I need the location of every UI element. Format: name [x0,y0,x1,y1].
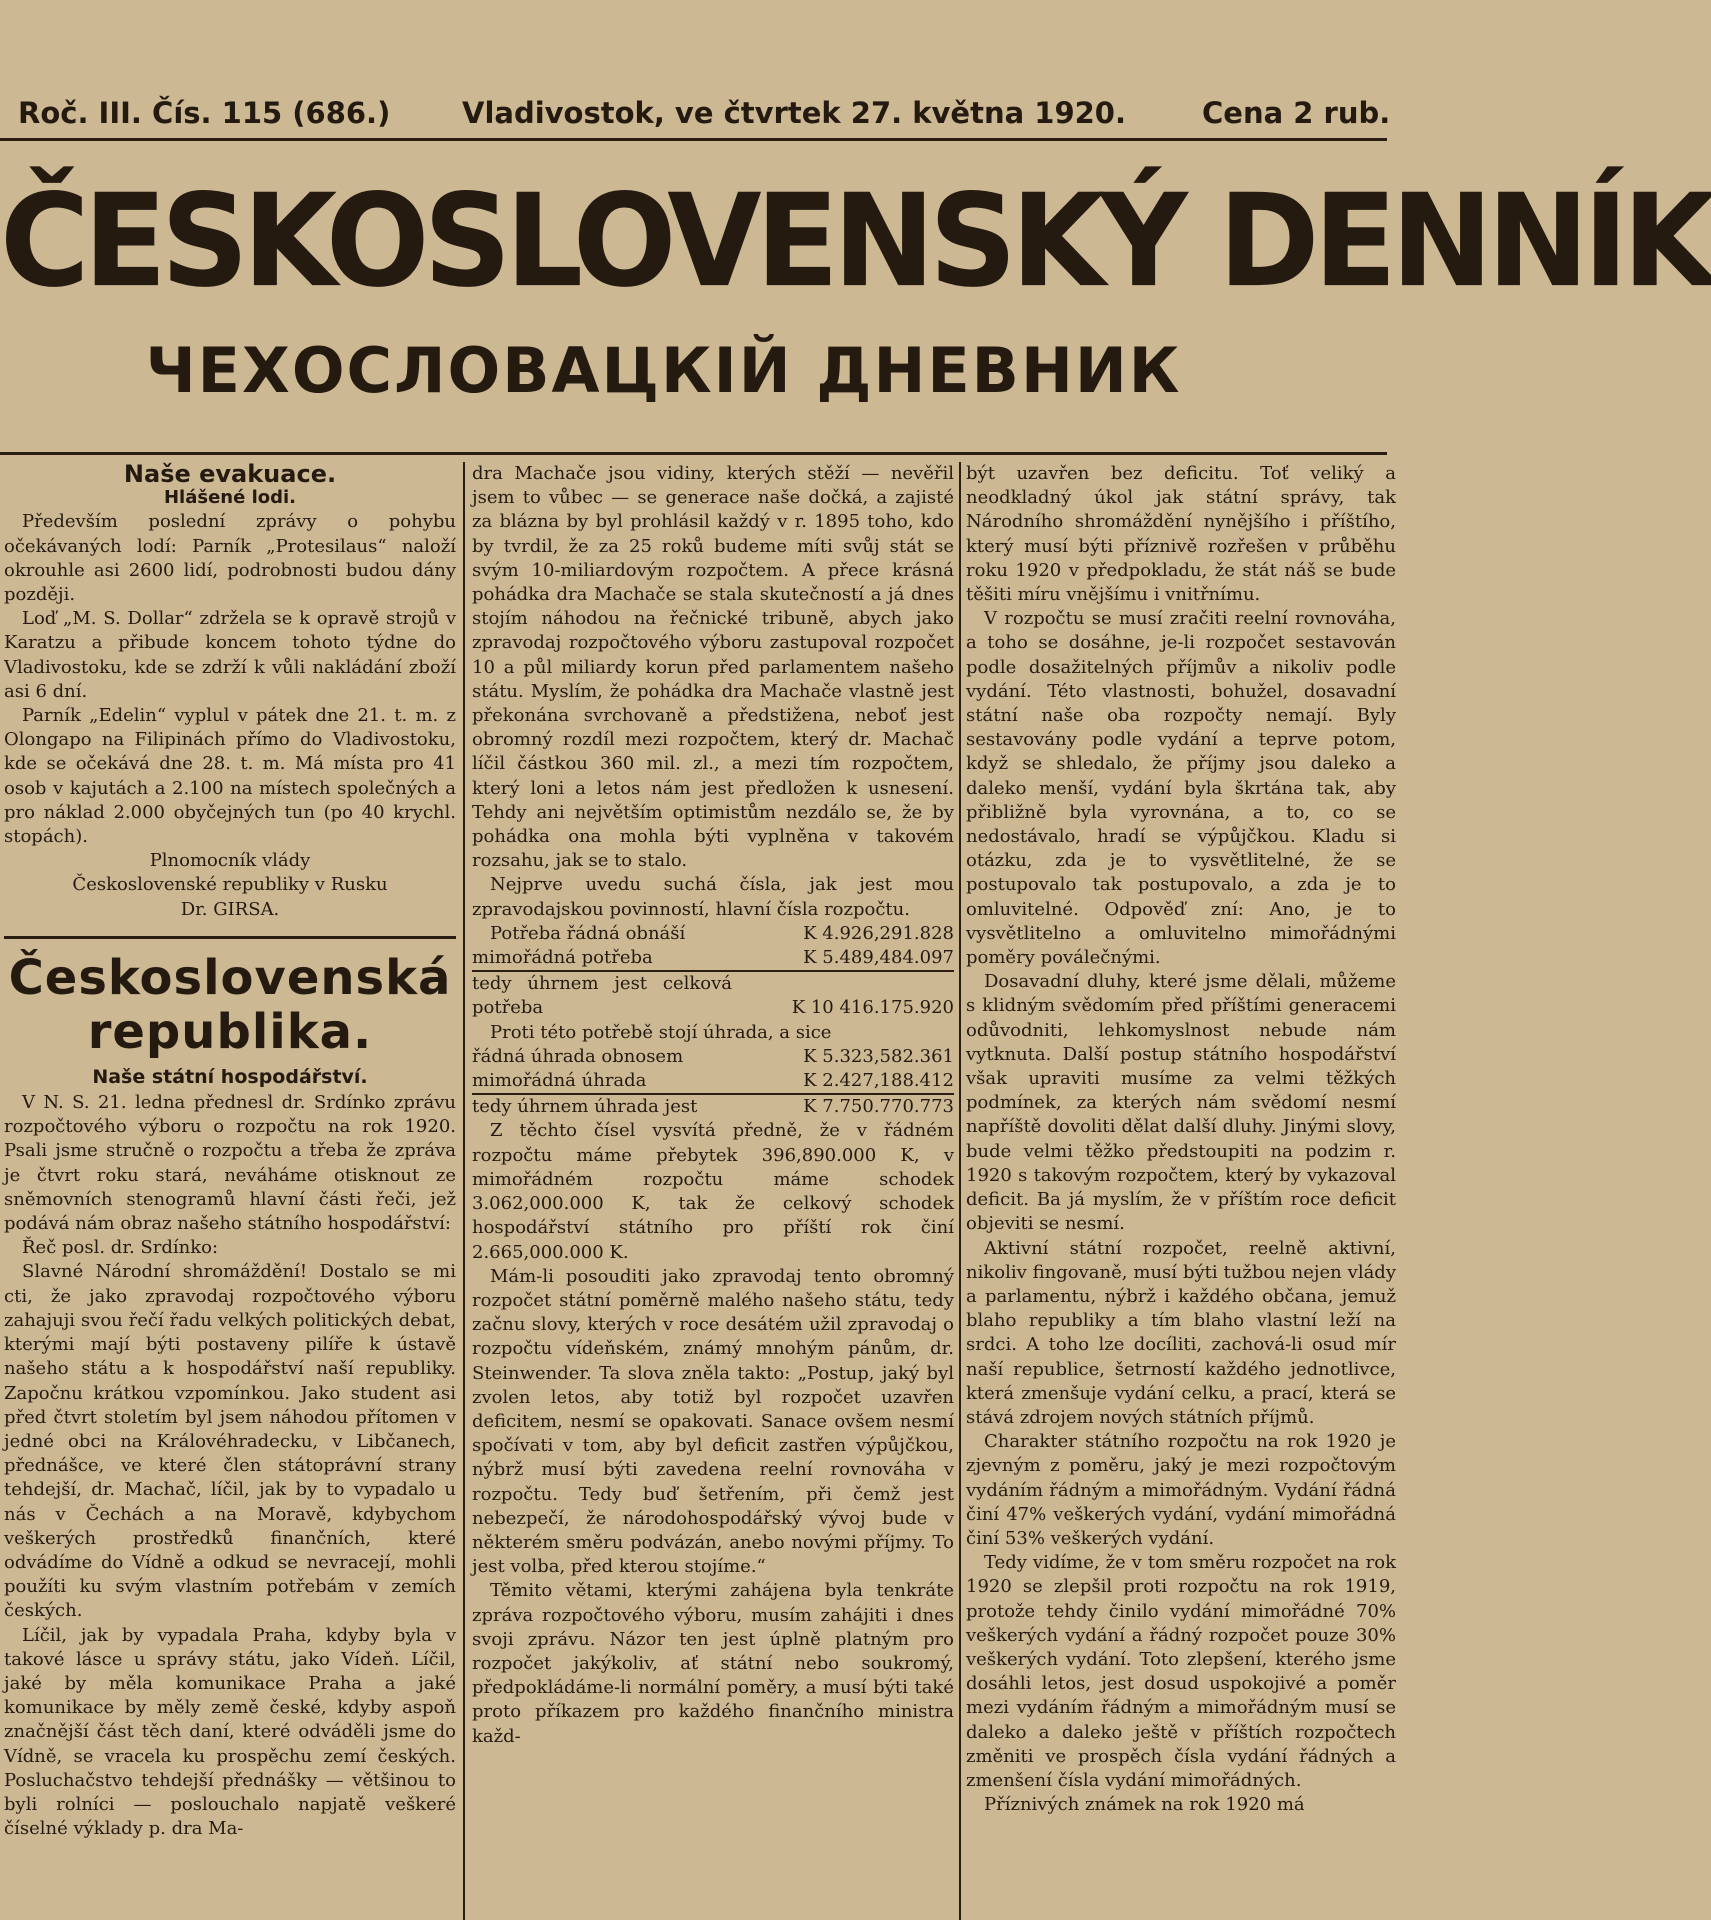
budget-row-label: mimořádná úhrada [472,1070,647,1092]
article-paragraph: V N. S. 21. ledna přednesl dr. Srdínko zprávu rozpočtového výboru o rozpočtu na rok 1920. Psali jsme stručně o rozpočtu a třeba že zpráva je čtvrt roku stará, neváháme otisknout ze sněmovních stenogramů hlavní části řeči, jež podává nám obraz našeho státního hospodářství: [4,1092,456,1235]
budget-row-label: mimořádná potřeba [472,947,653,969]
evacuation-headline: Naše evakuace. [123,460,337,488]
article-paragraph: dra Machače jsou vidiny, kterých stěží — nevěřil jsem to vůbec — se generace naše dočká, a zajisté za blázna by byl prohlásil každý v r. 1895 toho, kdo by tvrdil, že za 25 roků budeme míti svůj stát se svým 10-miliardovým rozpočtem. A přece krásná pohádka dra Machače se stala skutečností a já dnes stojím náhodou na řečnické tribuně, abych jako zpravodaj rozpočtového výboru zastupoval rozpočet 10 a půl miliardy korun před parlamentem našeho státu. Myslím, že pohádka dra Machače vlastně jest překonána svrchovaně a předstižena, neboť jest obromný rozdíl mezi rozpočtem, který dr. Machač líčil částkou 360 mil. zl., a mezi tím rozpočtem, který loni a letos nám jest předložen k usnesení. Tehdy ani největším optimistům nezdálo se, že by pohádka ona mohla býti vyplněna v takovém rozsahu, jak se to stalo. [472,463,954,872]
top-rule [0,138,1387,141]
budget-row [472,946,954,972]
budget-row-label: tedy úhrnem jest celková potřeba [472,973,732,1019]
issue-number: Roč. III. Čís. 115 (686.) [18,96,391,130]
article-paragraph: Řeč posl. dr. Srdínko: [22,1237,219,1259]
issue-date: Vladivostok, ve čtvrtek 27. května 1920. [462,96,1126,130]
evacuation-paragraph: Především poslední zprávy o pohybu očekávaných lodí: Parník „Protesilaus“ naloží okrouhle asi 2600 lidí, podrobnosti budou dány později. [4,511,456,606]
column-divider-1 [463,462,465,1920]
signature-line: Československé republiky v Rusku [72,874,388,896]
budget-row-label: Potřeba řádná obnáší [490,922,686,944]
evacuation-subheadline: Hlášené lodi. [163,487,297,509]
article-paragraph: Proti této potřebě stojí úhrada, a sice [490,1021,832,1043]
masthead-subtitle: ЧЕХОСЛОВАЦКІЙ ДНЕВНИК [145,334,1182,407]
article-paragraph: Aktivní státní rozpočet, reelně aktivní, nikoliv fingovaně, musí býti tužbou nejen vlády a parlamentu, nýbrž i každého občana, jemuž blaho republiky a tím blaho vlastní leží na srdci. A toho lze docíliti, zachová-li osud mír naší republice, šetrností každého jednotlivce, která zmenšuje vydání celku, a prací, která se stává zdrojem nových státních příjmů. [966,1237,1396,1428]
budget-row-value: K 5.323,582.361 [803,1045,954,1067]
budget-row-value: K 10 416.175.920 [791,997,954,1019]
article-paragraph: být uzavřen bez deficitu. Toť veliký a neodkladný úkol jak státní správy, tak Národního shromáždění nynějšího i příštího, který musí býti příznivě rozřešen v průběhu roku 1920 v předpokladu, že stát náš se bude těšiti míru vnějšímu i vnitřnímu. [966,463,1396,606]
column-1 [4,462,456,1841]
evacuation-paragraph: Parník „Edelin“ vyplul v pátek dne 21. t. m. z Olongapo na Filipinách přímo do Vladivostoku, kde se očekává dne 28. t. m. Má místa pro 41 osob v kajutách a 2.100 na místech společných a pro náklad 2.000 obyčejných tun (po 40 krychl. stopách). [4,705,456,848]
column-3 [966,462,1396,1817]
article-paragraph: V rozpočtu se musí zračiti reelní rovnováha, a toho se dosáhne, je-li rozpočet sestavován podle dosažitelných příjmův a nikoliv podle vydání. Této vlastnosti, bohužel, dosavadní státní naše oba rozpočty nemají. Byly sestavovány podle vydání a teprve potom, když se shledalo, že příjmy jsou daleko a daleko menší, vydání byla škrtána tak, aby přibližně byla vyrovnána, a to, co se nedostávalo, hradí se výpůjčkou. Kladu si otázku, zda je to vysvětlitelné, že se postupovalo tak postupovalo, a zda je to omluvitelné. Odpověď zní: Ano, je to vysvětlitelno a omluvitelno mimořádnými poměry poválečnými. [966,608,1396,969]
article-paragraph: Nejprve uvedu suchá čísla, jak jest mou zpravodajskou povinností, hlavní čísla rozpočtu. [472,874,954,920]
budget-row-value: K 5.489,484.097 [803,947,954,969]
budget-row-label: tedy úhrnem úhrada jest [472,1096,698,1118]
republic-subheadline: Naše státní hospodářství. [92,1065,368,1088]
signature-line: Plnomocník vlády [149,850,311,872]
article-paragraph: Příznivých známek na rok 1920 má [984,1794,1305,1816]
budget-row-value: K 2.427,188.412 [803,1070,954,1092]
masthead-rule [0,452,1387,455]
budget-row [472,972,954,1020]
budget-row [472,1045,954,1069]
article-paragraph: Mám-li posouditi jako zpravodaj tento obromný rozpočet státní poměrně malého našeho státu, tedy začnu slovy, kterých v roce desátém užil zpravodaj o rozpočtu vídeňském, známý mnohým pánům, dr. Steinwender. Ta slova zněla takto: „Postup, jaký byl zvolen letos, aby totiž byl rozpočet uzavřen deficitem, nesmí se opakovati. Sanace ovšem nesmí spočívati v tom, aby byl deficit zastřen výpůjčkou, nýbrž musí býti zavedena reelní rovnováha v rozpočtu. Tedy buď šetřením, při čemž jest nebezpečí, že národohospodářský vývoj bude v některém směru podvázán, anebo novými příjmy. To jest volba, před kterou stojíme.“ [472,1265,954,1578]
article-paragraph: Z těchto čísel vysvítá předně, že v řádném rozpočtu máme přebytek 396,890.000 K, v mimořádném rozpočtu máme schodek 3.062,000.000 K, tak že celkový schodek hospodářství státního pro příští rok činí 2.665,000.000 K. [472,1120,954,1263]
section-rule [4,936,456,939]
budget-row-value: K 4.926,291.828 [803,922,954,944]
issue-price: Cena 2 rub. [1202,96,1391,130]
republic-headline-line1: Československá [8,949,452,1006]
republic-headline-line2: republika. [87,1003,373,1060]
budget-row-label: řádná úhrada obnosem [472,1045,684,1067]
signature-name: Dr. GIRSA. [180,898,280,920]
masthead-title: ČESKOSLOVENSKÝ DENNÍK [0,166,1711,316]
column-2 [472,462,954,1749]
budget-row [472,922,954,946]
issue-line [14,96,1391,136]
budget-row [472,1069,954,1095]
budget-row [472,1095,954,1119]
article-paragraph: Dosavadní dluhy, které jsme dělali, můžeme s klidným svědomím před příštími generacemi odůvodniti, lehkomyslnost nebude nám vytknuta. Další postup státního hospodářství však upraviti musíme za velmi těžkých podmínek, za kterých nám svědomí nesmí napříště dovoliti dělat další dluhy. Jinými slovy, bude velmi těžko předstoupiti na podzim r. 1920 s takovým rozpočtem, který by vykazoval deficit. Ba já myslím, že v příštím roce deficit objeviti se nesmí. [966,971,1396,1235]
article-paragraph: Těmito větami, kterými zahájena byla tenkráte zpráva rozpočtového výboru, musím zahájiti i dnes svoji zprávu. Názor ten jest úplně platným pro rozpočet jakýkoliv, ať státní nebo soukromý, předpokládáme-li normální poměry, a musí býti také proto příkazem pro každého finančního ministra každ- [472,1580,954,1747]
article-paragraph: Slavné Národní shromáždění! Dostalo se mi cti, že jako zpravodaj rozpočtového výboru zahajuji svou řečí řadu velkých politických debat, kterými mají býti postaveny pilíře k ústavě našeho státu a k hospodářství naší republiky. Započnu krátkou vzpomínkou. Jako student asi před čtvrt stoletím byl jsem náhodou přítomen v jedné obci na Královéhradecku, v Libčanech, přednášce, ve které člen státoprávní strany tehdejší, dr. Machač, líčil, jak by to vypadalo u nás v Čechách a na Moravě, kdybychom veškerých prostředků finančních, které odvádíme do Vídně a odkud se nevracejí, mohli použíti ku svým vlastním potřebám v zemích českých. [4,1261,456,1622]
column-divider-2 [959,462,961,1920]
evacuation-paragraph: Loď „M. S. Dollar“ zdržela se k opravě strojů v Karatzu a přibude koncem tohoto týdne do Vladivostoku, kde se zdrží k vůli nakládání zboží asi 6 dní. [4,608,456,702]
budget-row-value: K 7.750.770.773 [803,1096,954,1118]
article-paragraph: Charakter státního rozpočtu na rok 1920 je zjevným z poměru, jaký je mezi rozpočtovým vydáním řádným a mimořádným. Vydání řádná činí 47% veškerých vydání, vydání mimořádná činí 53% veškerých vydání. [966,1431,1396,1549]
article-paragraph: Tedy vidíme, že v tom směru rozpočet na rok 1920 se zlepšil proti rozpočtu na rok 1919, protože tehdy činilo vydání mimořádné 70% veškerých vydání a řádný rozpočet pouze 30% veškerých vydání. Toto zlepšení, kterého jsme dosáhli letos, jest dosud uspokojivé a poměr mezi vydáním řádným a mimořádným musí se daleko a daleko ještě v příštích rozpočtech změniti ve prospěch čísla vydání řádných a zmenšení čísla vydání mimořádných. [966,1552,1396,1791]
article-paragraph: Líčil, jak by vypadala Praha, kdyby byla v takové lásce u správy státu, jako Vídeň. Líčil, jaké by měla komunikace Praha a jaké komunikace by měly země české, kdyby aspoň značnější část těch daní, které odváděli jsme do Vídně, se vracela ku prospěchu zemí českých. Posluchačstvo tehdejší přednášky — většinou to byli rolníci — poslouchalo napjatě veškeré číselné výklady p. dra Ma- [4,1624,456,1840]
